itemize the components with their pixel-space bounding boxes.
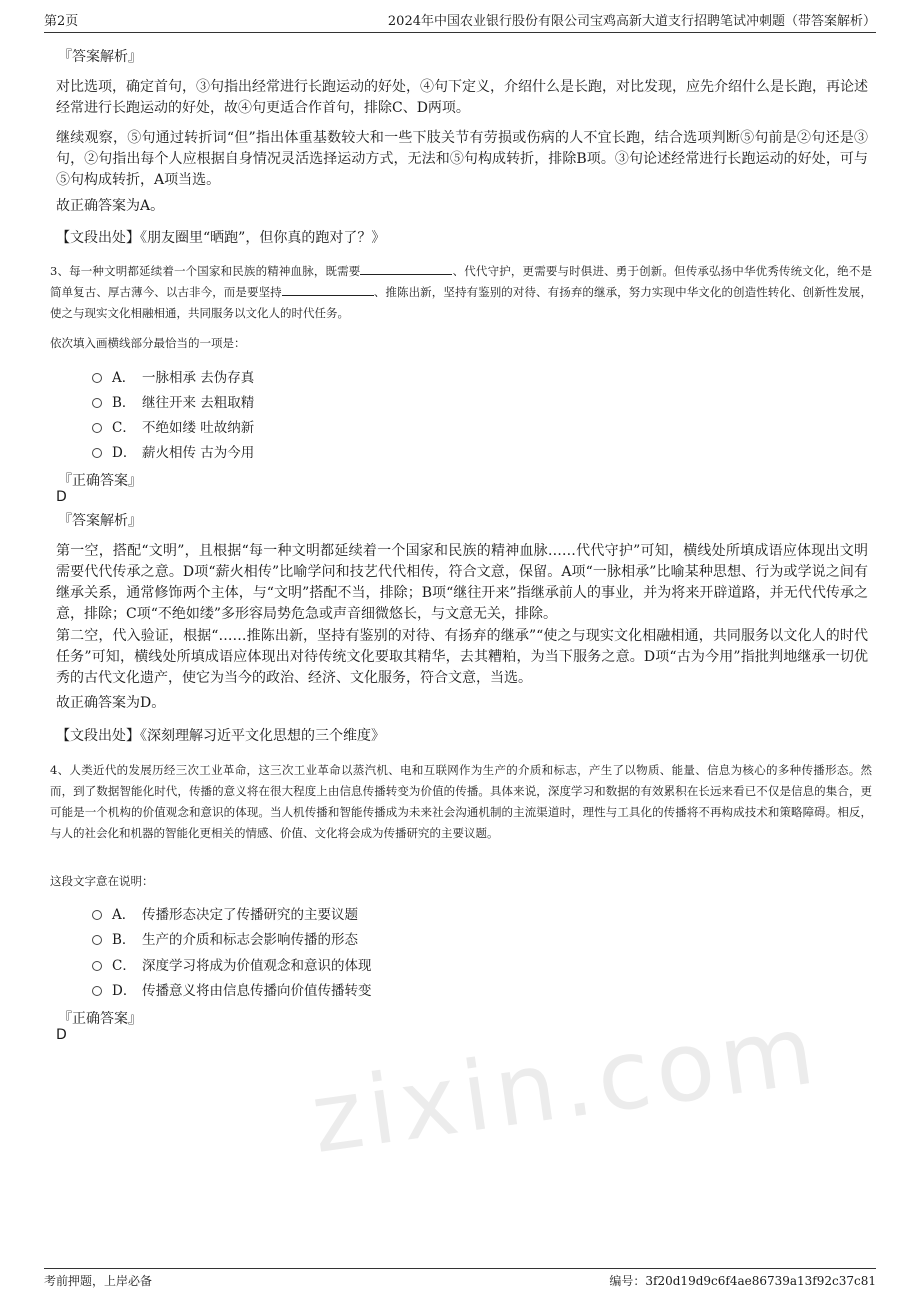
page-number: 第2页 (44, 14, 79, 29)
page-header (44, 10, 876, 33)
correct-answer-label: 『正确答案』 (58, 1011, 142, 1027)
document-id: 编号：3f20d19d9c6f4ae86739a13f92c37c81 (609, 1274, 876, 1288)
watermark: zixin.com (304, 992, 827, 1176)
radio-icon[interactable] (92, 986, 102, 996)
radio-icon[interactable] (92, 935, 102, 945)
correct-answer: D (56, 1027, 67, 1043)
conclusion: 故正确答案为A。 (56, 198, 165, 214)
option-c[interactable]: C． 深度学习将成为价值观念和意识的体现 (92, 956, 372, 976)
option-d[interactable]: D． 薪火相传 古为今用 (92, 443, 254, 463)
question-text: 4、人类近代的发展历经三次工业革命，这三次工业革命以蒸汽机、电和互联网作为生产的介质和标志，产生了以物质、能量、信息为核心的多种传播形态。然而，到了数据智能化时代，传播的意义将在很大程度上由信息传播转变为价值的传播。具体来说，深度学习和数据的有效累积在长远来看已不仅是信息的集合，更可能是一个机构的价值观念和意识的体现。当人机传播和智能传播成为未来社会沟通机制的主流渠道时，理性与工具化的传播将不再构成技术和策略障碍。相反，与人的社会化和机器的智能化更相关的情感、价值、文化将会成为传播研究的主要议题。 (50, 763, 872, 840)
source-citation: 【文段出处】《朋友圈里“晒跑”，但你真的跑对了？》 (56, 230, 386, 246)
option-b[interactable]: B． 生产的介质和标志会影响传播的形态 (92, 930, 358, 950)
radio-icon[interactable] (92, 398, 102, 408)
footer-slogan: 考前押题，上岸必备 (44, 1274, 153, 1288)
analysis-label: 『答案解析』 (58, 513, 142, 529)
document-title: 2024年中国农业银行股份有限公司宝鸡高新大道支行招聘笔试冲刺题（带答案解析） (387, 14, 876, 29)
question-prompt: 依次填入画横线部分最恰当的一项是： (50, 336, 246, 350)
option-c[interactable]: C． 不绝如缕 吐故纳新 (92, 418, 254, 438)
fill-blank (360, 262, 452, 275)
conclusion: 故正确答案为D。 (56, 695, 166, 711)
analysis-paragraph: 第一空，搭配“文明”，且根据“每一种文明都延续着一个国家和民族的精神血脉……代代守护”可知，横线处所填成语应体现出文明需要代代传承之意。D项“薪火相传”比喻学问和技艺代代相传，符合文意，保留。A项“一脉相承”比喻某种思想、行为或学说之间有继承关系，通常修饰两个主体，与“文明”搭配不当，排除；B项“继往开来”指继承前人的事业，并为将来开辟道路，并无代代传承之意，排除；C项“不绝如缕”多形容局势危急或声音细微悠长，与文意无关，排除。 (56, 543, 868, 622)
radio-icon[interactable] (92, 910, 102, 920)
correct-answer: D (56, 489, 67, 505)
question-prompt: 这段文字意在说明： (50, 874, 154, 888)
radio-icon[interactable] (92, 423, 102, 433)
radio-icon[interactable] (92, 448, 102, 458)
analysis-paragraph: 继续观察，⑤句通过转折词“但”指出体重基数较大和一些下肢关节有劳损或伤病的人不宜长跑，结合选项判断⑤句前是②句还是③句，②句指出每个人应根据自身情况灵活选择运动方式，无法和⑤句构成转折，排除B项。③句论述经常进行长跑运动的好处，可与⑤句构成转折，A项当选。 (56, 130, 868, 188)
analysis-label: 『答案解析』 (58, 49, 142, 65)
correct-answer-label: 『正确答案』 (58, 473, 142, 489)
analysis-paragraph: 对比选项，确定首句，③句指出经常进行长跑运动的好处，④句下定义，介绍什么是长跑，对比发现，应先介绍什么是长跑，再论述经常进行长跑运动的好处，故④句更适合作首句，排除C、D两项。 (56, 79, 868, 116)
option-d[interactable]: D． 传播意义将由信息传播向价值传播转变 (92, 981, 372, 1001)
option-b[interactable]: B． 继往开来 去粗取精 (92, 393, 254, 413)
radio-icon[interactable] (92, 373, 102, 383)
question-text: 3、每一种文明都延续着一个国家和民族的精神血脉，既需要 、代代守护，更需要与时俱进、勇于创新。但传承弘扬中华优秀传统文化，绝不是简单复古、厚古薄今、以古非今，而是要坚持 、推陈出新，坚持有鉴别的对待、有扬弃的继承，努力实现中华文化的创造性转化、创新性发展，使之与现实文化相融相通，共同服务以文化人的时代任务。 (50, 264, 872, 320)
analysis-paragraph: 第二空，代入验证，根据“……推陈出新，坚持有鉴别的对待、有扬弃的继承”“使之与现实文化相融相通，共同服务以文化人的时代任务”可知，横线处所填成语应体现出对待传统文化要取其精华，去其糟粕，为当下服务之意。D项“古为今用”指批判地继承一切优秀的古代文化遗产，使它为当今的政治、经济、文化服务，符合文意，当选。 (56, 628, 868, 686)
option-a[interactable]: A． 一脉相承 去伪存真 (92, 368, 254, 388)
page-footer (44, 1268, 876, 1291)
option-a[interactable]: A． 传播形态决定了传播研究的主要议题 (92, 905, 358, 925)
radio-icon[interactable] (92, 961, 102, 971)
fill-blank (282, 283, 374, 296)
source-citation: 【文段出处】《深刻理解习近平文化思想的三个维度》 (56, 728, 385, 744)
